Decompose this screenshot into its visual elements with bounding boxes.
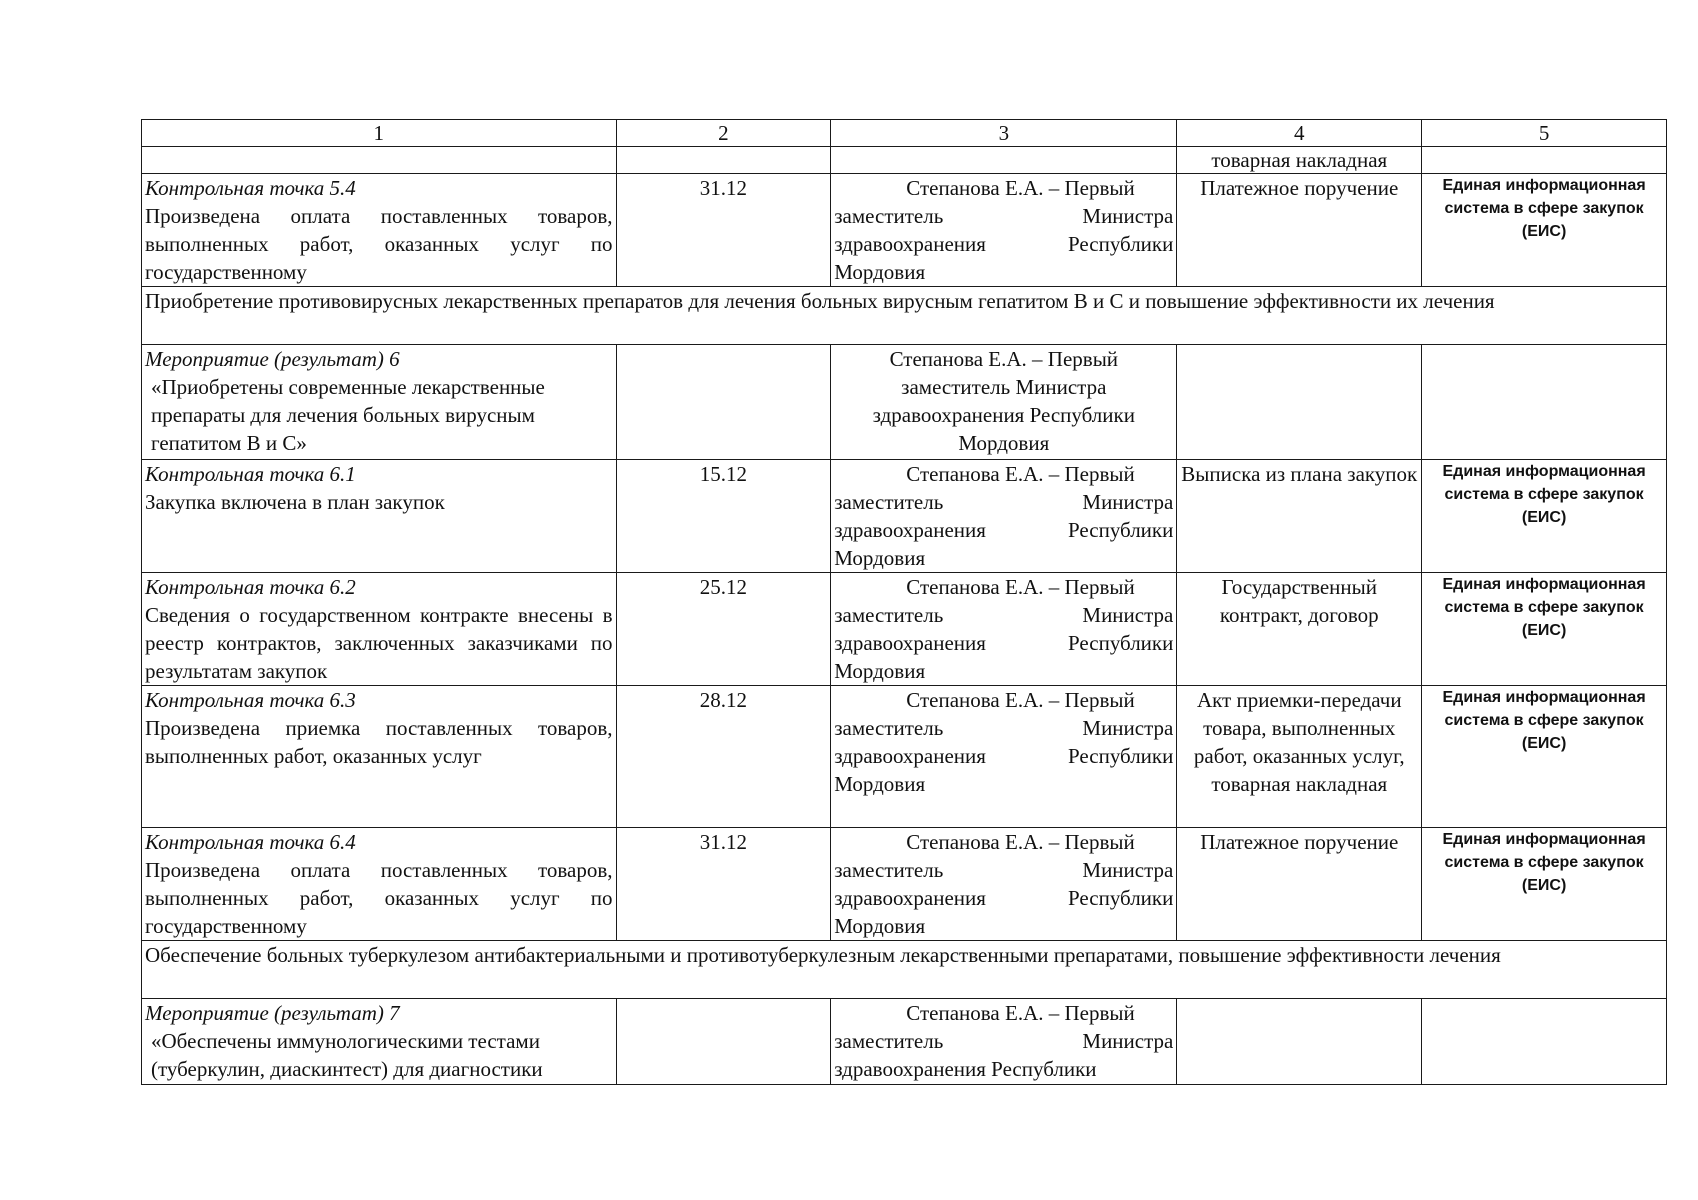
- control-point-title: Контрольная точка 6.2: [145, 575, 356, 599]
- responsible-lead: Степанова Е.А. – Первый: [906, 575, 1135, 599]
- responsible-person: [831, 573, 1177, 686]
- control-point-text: Произведена оплата поставленных товаров, выполненных работ, оказанных услуг по государственному: [145, 858, 613, 938]
- control-point-date: 15.12: [616, 460, 831, 573]
- control-point-row: [142, 460, 1667, 573]
- control-point-title: Контрольная точка 6.4: [145, 830, 356, 854]
- control-point-description: [142, 828, 617, 941]
- responsible-rest: заместитель Министра здравоохранения Республики Мордовия: [834, 490, 1174, 570]
- carry-cell-1: [142, 147, 617, 174]
- control-point-row: [142, 686, 1667, 828]
- information-system: Единая информационная система в сфере закупок (ЕИС): [1422, 686, 1667, 828]
- responsible-person: [831, 828, 1177, 941]
- responsible-lead: Степанова Е.А. – Первый: [906, 830, 1135, 854]
- carry-cell-5: [1422, 147, 1667, 174]
- header-col-1: 1: [142, 120, 617, 147]
- event-title: Мероприятие (результат) 7: [145, 1001, 400, 1025]
- section-title: Обеспечение больных туберкулезом антибактериальными и противотуберкулезным лекарственными препаратами, повышение эффективности лечения: [142, 941, 1667, 999]
- confirming-document: Выписка из плана закупок: [1177, 460, 1422, 573]
- control-point-row: [142, 573, 1667, 686]
- control-point-title: Контрольная точка 6.1: [145, 462, 356, 486]
- event-system: [1422, 345, 1667, 460]
- responsible-person: [831, 174, 1177, 287]
- carry-cell-2: [616, 147, 831, 174]
- control-point-text: Сведения о государственном контракте внесены в реестр контрактов, заключенных заказчиками по результатам закупок: [145, 603, 613, 683]
- control-point-description: [142, 573, 617, 686]
- section-row: [142, 287, 1667, 345]
- information-system: Единая информационная система в сфере закупок (ЕИС): [1422, 460, 1667, 573]
- event-description: [142, 345, 617, 460]
- responsible-rest: заместитель Министра здравоохранения Республики: [834, 1029, 1174, 1081]
- event-row: [142, 345, 1667, 460]
- control-point-text: Закупка включена в план закупок: [145, 490, 445, 514]
- information-system: Единая информационная система в сфере закупок (ЕИС): [1422, 828, 1667, 941]
- control-point-date: 31.12: [616, 174, 831, 287]
- confirming-document: Платежное поручение: [1177, 828, 1422, 941]
- responsible-lead: Степанова Е.А. – Первый: [906, 176, 1135, 200]
- responsible-person: [831, 686, 1177, 828]
- responsible-person: [831, 999, 1177, 1085]
- information-system: Единая информационная система в сфере закупок (ЕИС): [1422, 174, 1667, 287]
- event-row: [142, 999, 1667, 1085]
- confirming-document: Акт приемки-передачи товара, выполненных работ, оказанных услуг, товарная накладная: [1177, 686, 1422, 828]
- responsible-person: [831, 460, 1177, 573]
- control-point-title: Контрольная точка 5.4: [145, 176, 356, 200]
- control-point-date: 31.12: [616, 828, 831, 941]
- section-title: Приобретение противовирусных лекарственных препаратов для лечения больных вирусным гепатитом В и С и повышение эффективности их лечения: [142, 287, 1667, 345]
- responsible-person: Степанова Е.А. – Первый заместитель Министра здравоохранения Республики Мордовия: [831, 345, 1177, 460]
- event-document: [1177, 999, 1422, 1085]
- confirming-document: Государственный контракт, договор: [1177, 573, 1422, 686]
- header-col-5: 5: [1422, 120, 1667, 147]
- responsible-rest: заместитель Министра здравоохранения Республики Мордовия: [834, 603, 1174, 683]
- responsible-lead: Степанова Е.А. – Первый: [906, 1001, 1135, 1025]
- responsible-rest: заместитель Министра здравоохранения Республики Мордовия: [834, 858, 1174, 938]
- header-col-3: 3: [831, 120, 1177, 147]
- responsible-rest: заместитель Министра здравоохранения Республики Мордовия: [834, 716, 1174, 796]
- carry-document: товарная накладная: [1177, 147, 1422, 174]
- event-text: «Приобретены современные лекарственные препараты для лечения больных вирусным гепатитом В и С»: [151, 375, 545, 455]
- control-point-row: [142, 828, 1667, 941]
- event-title: Мероприятие (результат) 6: [145, 347, 400, 371]
- event-text: «Обеспечены иммунологическими тестами (туберкулин, диаскинтест) для диагностики: [151, 1029, 543, 1081]
- control-point-description: [142, 460, 617, 573]
- event-document: [1177, 345, 1422, 460]
- section-row: [142, 941, 1667, 999]
- control-point-date: 25.12: [616, 573, 831, 686]
- responsible-lead: Степанова Е.А. – Первый: [906, 688, 1135, 712]
- event-description: [142, 999, 617, 1085]
- control-point-date: 28.12: [616, 686, 831, 828]
- plan-table: [141, 119, 1667, 1085]
- control-point-text: Произведена приемка поставленных товаров, выполненных работ, оказанных услуг: [145, 716, 613, 768]
- control-point-title: Контрольная точка 6.3: [145, 688, 356, 712]
- information-system: Единая информационная система в сфере закупок (ЕИС): [1422, 573, 1667, 686]
- control-point-text: Произведена оплата поставленных товаров, выполненных работ, оказанных услуг по государственному: [145, 204, 613, 284]
- responsible-rest: заместитель Министра здравоохранения Республики Мордовия: [834, 204, 1174, 284]
- confirming-document: Платежное поручение: [1177, 174, 1422, 287]
- event-date: [616, 999, 831, 1085]
- control-point-description: [142, 686, 617, 828]
- carry-cell-3: [831, 147, 1177, 174]
- header-row: [142, 120, 1667, 147]
- event-date: [616, 345, 831, 460]
- header-col-2: 2: [616, 120, 831, 147]
- event-system: [1422, 999, 1667, 1085]
- control-point-row: [142, 174, 1667, 287]
- carry-row: [142, 147, 1667, 174]
- responsible-lead: Степанова Е.А. – Первый: [906, 462, 1135, 486]
- control-point-description: [142, 174, 617, 287]
- header-col-4: 4: [1177, 120, 1422, 147]
